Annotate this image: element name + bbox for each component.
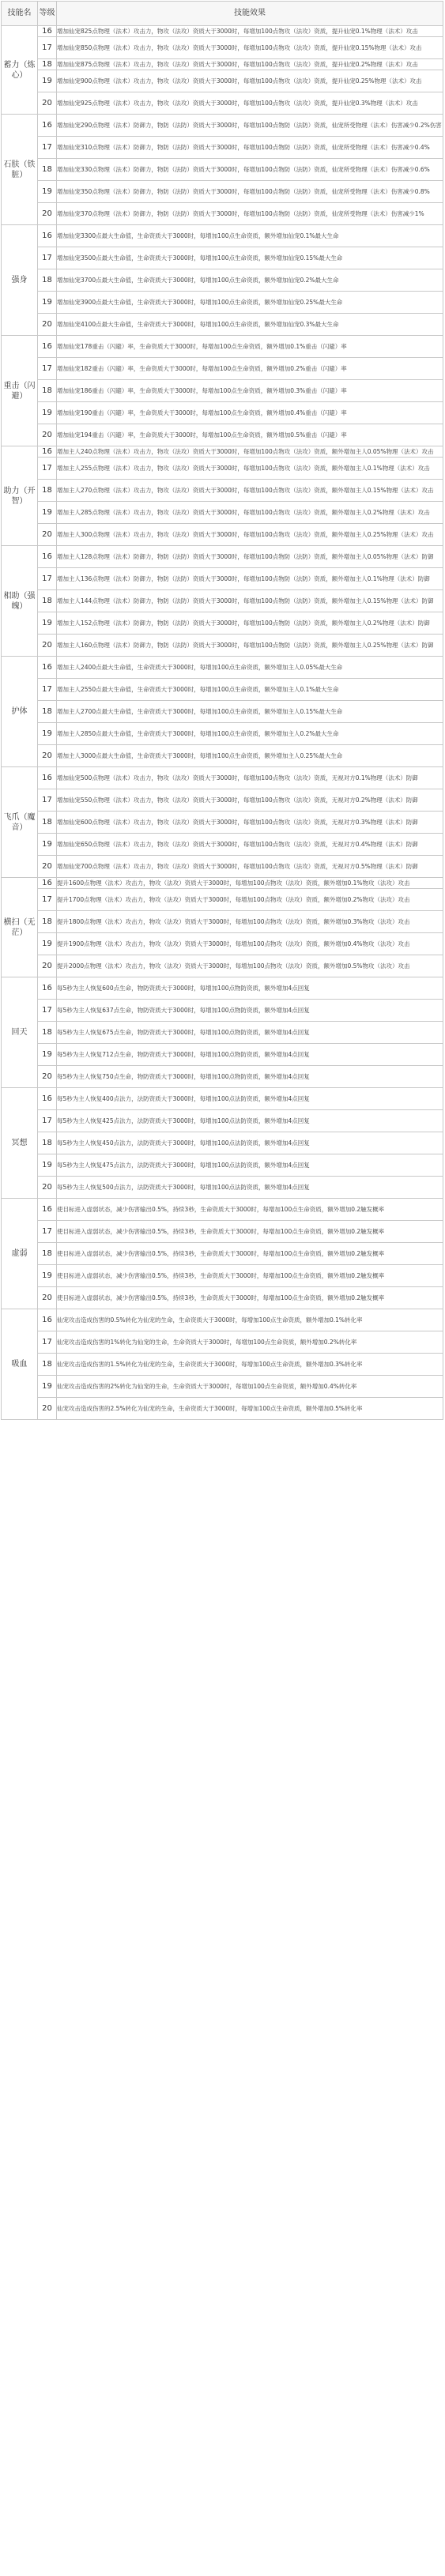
skill-effect-cell: 每5秒为主人恢复600点生命，物防资质大于3000时，每增加100点物防资质，额外增加4点回复: [57, 977, 443, 1000]
table-row: [2, 767, 443, 789]
skill-effect-cell: 使目标进入虚弱状态，减少伤害输出0.5%，持续3秒，生命资质大于3000时，每增加100点生命资质，额外增加0.2触发概率: [57, 1243, 443, 1265]
skill-effect-cell: 提升1700点物理（法术）攻击力，物攻（法攻）资质大于3000时，每增加100点物攻（法攻）资质，额外增加0.2%物攻（法攻）攻击: [57, 889, 443, 911]
skill-name-cell: 回天: [2, 977, 38, 1088]
skill-effect-cell: 每5秒为主人恢复712点生命，物防资质大于3000时，每增加100点物防资质，额外增加4点回复: [57, 1044, 443, 1066]
skill-effect-cell: 增加主人255点物理（法术）攻击力，物攻（法攻）资质大于3000时，每增加100点物攻（法攻）资质，额外增加主人0.1%物理（法术）攻击: [57, 458, 443, 480]
table-row: [2, 1177, 443, 1199]
skill-name-cell: 石肤（铁脏）: [2, 115, 38, 225]
skill-name-cell: 冥想: [2, 1088, 38, 1199]
table-row: [2, 402, 443, 424]
skill-effect-cell: 增加仙宠178重击（闪避）率，生命资质大于3000时，每增加100点生命资质，额外增加0.1%重击（闪避）率: [57, 336, 443, 358]
skill-level-cell: 16: [38, 1199, 57, 1221]
table-row: [2, 568, 443, 590]
skill-level-cell: 18: [38, 1022, 57, 1044]
table-row: [2, 1154, 443, 1177]
skill-effect-cell: 每5秒为主人恢复675点生命，物防资质大于3000时，每增加100点物防资质，额外增加4点回复: [57, 1022, 443, 1044]
skill-effect-cell: 增加主人152点物理（法术）防御力，物防（法防）资质大于3000时，每增加100点物防（法防）资质，额外增加主人0.2%物理（法术）防御: [57, 612, 443, 635]
skill-level-cell: 16: [38, 225, 57, 247]
skill-name-cell: 蓄力（炼心）: [2, 26, 38, 115]
table-row: [2, 358, 443, 380]
skill-level-cell: 17: [38, 458, 57, 480]
table-row: [2, 789, 443, 812]
skill-effect-cell: 增加仙宠900点物理（法术）攻击力，物攻（法攻）资质大于3000时，每增加100点物攻（法攻）资质，提升仙宠0.25%物理（法术）攻击: [57, 70, 443, 92]
skill-level-cell: 17: [38, 1000, 57, 1022]
skill-name-cell: 相助（强魄）: [2, 546, 38, 657]
skill-level-cell: 18: [38, 59, 57, 70]
table-row: [2, 834, 443, 856]
skill-effect-cell: 使目标进入虚弱状态，减少伤害输出0.5%，持续3秒，生命资质大于3000时，每增加100点生命资质，额外增加0.2触发概率: [57, 1287, 443, 1309]
skill-level-cell: 17: [38, 1221, 57, 1243]
header-effect: 技能效果: [57, 2, 443, 26]
table-row: [2, 546, 443, 568]
skill-effect-cell: 增加仙宠186重击（闪避）率，生命资质大于3000时，每增加100点生命资质，额外增加0.3%重击（闪避）率: [57, 380, 443, 402]
skill-effect-cell: 提升2000点物理（法术）攻击力，物攻（法攻）资质大于3000时，每增加100点物攻（法攻）资质，额外增加0.5%物攻（法攻）攻击: [57, 955, 443, 977]
table-row: [2, 247, 443, 269]
skill-level-cell: 18: [38, 269, 57, 292]
table-row: [2, 92, 443, 115]
table-row: [2, 1022, 443, 1044]
table-row: [2, 1398, 443, 1420]
skill-level-cell: 17: [38, 137, 57, 159]
skill-level-cell: 19: [38, 1265, 57, 1287]
skill-effect-cell: 增加仙宠600点物理（法术）攻击力，物攻（法攻）资质大于3000时，每增加100点物攻（法攻）资质，无视对方0.3%物理（法术）防御: [57, 812, 443, 834]
skill-effect-cell: 每5秒为主人恢复475点法力，法防资质大于3000时，每增加100点法防资质，额外增加4点回复: [57, 1154, 443, 1177]
skill-level-cell: 18: [38, 1243, 57, 1265]
table-row: [2, 933, 443, 955]
header-level: 等级: [38, 2, 57, 26]
table-row: [2, 1044, 443, 1066]
skill-effect-cell: 每5秒为主人恢复500点法力，法防资质大于3000时，每增加100点法防资质，额外增加4点回复: [57, 1177, 443, 1199]
skill-level-cell: 16: [38, 878, 57, 889]
skill-effect-cell: 仙宠攻击造成伤害的0.5%转化为仙宠的生命，生命资质大于3000时，每增加100点生命资质，额外增加0.1%转化率: [57, 1309, 443, 1331]
skill-name-cell: 飞爪（魔音）: [2, 767, 38, 878]
table-row: [2, 977, 443, 1000]
table-row: [2, 745, 443, 767]
table-row: [2, 590, 443, 612]
skill-effect-cell: 使目标进入虚弱状态，减少伤害输出0.5%，持续3秒，生命资质大于3000时，每增加100点生命资质，额外增加0.2触发概率: [57, 1199, 443, 1221]
skill-effect-cell: 增加仙宠290点物理（法术）防御力，物防（法防）资质大于3000时，每增加100点物防（法防）资质，仙宠所受物理（法术）伤害减少0.2%伤害: [57, 115, 443, 137]
skill-level-cell: 20: [38, 1398, 57, 1420]
table-row: [2, 1265, 443, 1287]
skill-effect-cell: 增加仙宠3700点最大生命值，生命资质大于3000时，每增加100点生命资质，额外增加仙宠0.2%最大生命: [57, 269, 443, 292]
skill-level-cell: 19: [38, 181, 57, 203]
table-row: [2, 336, 443, 358]
skill-effect-cell: 增加主人2550点最大生命值，生命资质大于3000时，每增加100点生命资质，额外增加主人0.1%最大生命: [57, 679, 443, 701]
skill-level-cell: 18: [38, 480, 57, 502]
skill-effect-cell: 增加主人136点物理（法术）防御力，物防（法防）资质大于3000时，每增加100点物防（法防）资质，额外增加主人0.1%物理（法术）防御: [57, 568, 443, 590]
table-row: [2, 1331, 443, 1354]
table-row: [2, 203, 443, 225]
skill-effect-cell: 提升1900点物理（法术）攻击力，物攻（法攻）资质大于3000时，每增加100点物攻（法攻）资质，额外增加0.4%物攻（法攻）攻击: [57, 933, 443, 955]
skill-level-cell: 17: [38, 358, 57, 380]
table-row: [2, 502, 443, 524]
skill-level-cell: 19: [38, 1376, 57, 1398]
table-row: [2, 1243, 443, 1265]
skill-name-cell: 虚弱: [2, 1199, 38, 1309]
table-row: [2, 1066, 443, 1088]
skill-effect-cell: 增加仙宠875点物理（法术）攻击力，物攻（法攻）资质大于3000时，每增加100点物攻（法攻）资质，提升仙宠0.2%物理（法术）攻击: [57, 59, 443, 70]
table-row: [2, 137, 443, 159]
skill-level-cell: 18: [38, 911, 57, 933]
skill-level-cell: 16: [38, 977, 57, 1000]
skill-effect-cell: 增加仙宠700点物理（法术）攻击力，物攻（法攻）资质大于3000时，每增加100点物攻（法攻）资质，无视对方0.5%物理（法术）防御: [57, 856, 443, 878]
skill-level-cell: 16: [38, 446, 57, 458]
skill-effect-cell: 每5秒为主人恢复425点法力，法防资质大于3000时，每增加100点法防资质，额外增加4点回复: [57, 1110, 443, 1132]
skill-level-cell: 20: [38, 524, 57, 546]
skill-effect-cell: 每5秒为主人恢复637点生命，物防资质大于3000时，每增加100点物防资质，额外增加4点回复: [57, 1000, 443, 1022]
skill-level-cell: 19: [38, 1044, 57, 1066]
table-row: [2, 269, 443, 292]
table-row: [2, 635, 443, 657]
table-row: [2, 225, 443, 247]
skill-level-cell: 20: [38, 745, 57, 767]
skill-level-cell: 17: [38, 568, 57, 590]
skill-level-cell: 16: [38, 767, 57, 789]
skill-effect-cell: 增加仙宠4100点最大生命值，生命资质大于3000时，每增加100点生命资质，额外增加仙宠0.3%最大生命: [57, 314, 443, 336]
skill-level-cell: 19: [38, 70, 57, 92]
skill-effect-cell: 增加主人240点物理（法术）攻击力，物攻（法攻）资质大于3000时，每增加100点物攻（法攻）资质，额外增加主人0.05%物理（法术）攻击: [57, 446, 443, 458]
table-row: [2, 524, 443, 546]
skill-level-cell: 20: [38, 314, 57, 336]
skill-level-cell: 17: [38, 789, 57, 812]
skill-effect-cell: 增加仙宠350点物理（法术）防御力，物防（法防）资质大于3000时，每增加100点物防（法防）资质，仙宠所受物理（法术）伤害减少0.8%: [57, 181, 443, 203]
skill-effect-cell: 增加仙宠330点物理（法术）防御力，物防（法防）资质大于3000时，每增加100点物防（法防）资质，仙宠所受物理（法术）伤害减少0.6%: [57, 159, 443, 181]
table-row: [2, 458, 443, 480]
skill-level-cell: 19: [38, 933, 57, 955]
skill-effect-cell: 增加仙宠3300点最大生命值，生命资质大于3000时，每增加100点生命资质，额外增加仙宠0.1%最大生命: [57, 225, 443, 247]
skill-effect-cell: 增加主人2850点最大生命值，生命资质大于3000时，每增加100点生命资质，额外增加主人0.2%最大生命: [57, 723, 443, 745]
table-row: [2, 1110, 443, 1132]
skill-table-body: [2, 26, 443, 1420]
skill-effect-cell: 增加仙宠550点物理（法术）攻击力，物攻（法攻）资质大于3000时，每增加100点物攻（法攻）资质，无视对方0.2%物理（法术）防御: [57, 789, 443, 812]
skill-level-cell: 19: [38, 292, 57, 314]
skill-name-cell: 吸血: [2, 1309, 38, 1420]
table-row: [2, 1354, 443, 1376]
table-row: [2, 59, 443, 70]
skill-effect-cell: 仙宠攻击造成伤害的2%转化为仙宠的生命，生命资质大于3000时，每增加100点生命资质，额外增加0.4%转化率: [57, 1376, 443, 1398]
skill-effect-cell: 增加主人3000点最大生命值，生命资质大于3000时，每增加100点生命资质，额外增加主人0.25%最大生命: [57, 745, 443, 767]
skill-effect-cell: 提升1600点物理（法术）攻击力，物攻（法攻）资质大于3000时，每增加100点物攻（法攻）资质，额外增加0.1%物攻（法攻）攻击: [57, 878, 443, 889]
skill-effect-cell: 增加仙宠500点物理（法术）攻击力，物攻（法攻）资质大于3000时，每增加100点物攻（法攻）资质，无视对方0.1%物理（法术）防御: [57, 767, 443, 789]
skill-level-cell: 19: [38, 834, 57, 856]
skill-level-cell: 19: [38, 402, 57, 424]
skill-effect-cell: 使目标进入虚弱状态，减少伤害输出0.5%，持续3秒，生命资质大于3000时，每增加100点生命资质，额外增加0.2触发概率: [57, 1221, 443, 1243]
skill-effect-cell: 增加主人160点物理（法术）防御力，物防（法防）资质大于3000时，每增加100点物防（法防）资质，额外增加主人0.25%物理（法术）防御: [57, 635, 443, 657]
skill-name-cell: 重击（闪避）: [2, 336, 38, 446]
skill-level-cell: 20: [38, 635, 57, 657]
skill-level-cell: 16: [38, 1088, 57, 1110]
skill-level-cell: 17: [38, 37, 57, 59]
table-row: [2, 1132, 443, 1154]
table-row: [2, 446, 443, 458]
skill-level-cell: 17: [38, 1331, 57, 1354]
table-row: [2, 480, 443, 502]
table-row: [2, 657, 443, 679]
skill-effect-cell: 增加仙宠370点物理（法术）防御力，物防（法防）资质大于3000时，每增加100点物防（法防）资质，仙宠所受物理（法术）伤害减少1%: [57, 203, 443, 225]
skill-level-cell: 20: [38, 424, 57, 446]
skill-effect-cell: 每5秒为主人恢复450点法力，法防资质大于3000时，每增加100点法防资质，额外增加4点回复: [57, 1132, 443, 1154]
table-row: [2, 1376, 443, 1398]
table-row: [2, 612, 443, 635]
table-row: [2, 701, 443, 723]
table-row: [2, 70, 443, 92]
skill-effect-cell: 提升1800点物理（法术）攻击力，物攻（法攻）资质大于3000时，每增加100点物攻（法攻）资质，额外增加0.3%物攻（法攻）攻击: [57, 911, 443, 933]
table-row: [2, 856, 443, 878]
table-row: [2, 181, 443, 203]
skill-effect-cell: 仙宠攻击造成伤害的1%转化为仙宠的生命，生命资质大于3000时，每增加100点生命资质，额外增加0.2%转化率: [57, 1331, 443, 1354]
table-row: [2, 812, 443, 834]
skill-effect-cell: 增加仙宠825点物理（法术）攻击力，物攻（法攻）资质大于3000时，每增加100点物攻（法攻）资质，提升仙宠0.1%物理（法术）攻击: [57, 26, 443, 37]
skill-effect-cell: 增加主人144点物理（法术）防御力，物防（法防）资质大于3000时，每增加100点物防（法防）资质，额外增加主人0.15%物理（法术）防御: [57, 590, 443, 612]
skill-effect-cell: 增加仙宠190重击（闪避）率，生命资质大于3000时，每增加100点生命资质，额外增加0.4%重击（闪避）率: [57, 402, 443, 424]
table-row: [2, 314, 443, 336]
table-row: [2, 955, 443, 977]
skill-name-cell: 横扫（无茫）: [2, 878, 38, 977]
skill-name-cell: 助力（开智）: [2, 446, 38, 546]
skill-level-cell: 18: [38, 590, 57, 612]
skill-level-cell: 20: [38, 1177, 57, 1199]
skill-effect-cell: 仙宠攻击造成伤害的2.5%转化为仙宠的生命，生命资质大于3000时，每增加100点生命资质，额外增加0.5%转化率: [57, 1398, 443, 1420]
table-row: [2, 723, 443, 745]
table-header-row: [2, 2, 443, 26]
table-row: [2, 889, 443, 911]
header-skill-name: 技能名: [2, 2, 38, 26]
skill-level-cell: 20: [38, 856, 57, 878]
table-row: [2, 37, 443, 59]
table-row: [2, 380, 443, 402]
skill-level-cell: 16: [38, 1309, 57, 1331]
skill-effect-cell: 增加仙宠850点物理（法术）攻击力，物攻（法攻）资质大于3000时，每增加100点物攻（法攻）资质，提升仙宠0.15%物理（法术）攻击: [57, 37, 443, 59]
skill-effect-cell: 增加主人128点物理（法术）防御力，物防（法防）资质大于3000时，每增加100点物防（法防）资质，额外增加主人0.05%物理（法术）防御: [57, 546, 443, 568]
skill-effect-cell: 增加仙宠650点物理（法术）攻击力，物攻（法攻）资质大于3000时，每增加100点物攻（法攻）资质，无视对方0.4%物理（法术）防御: [57, 834, 443, 856]
skill-level-cell: 19: [38, 502, 57, 524]
skill-table: [1, 1, 443, 1420]
skill-effect-cell: 每5秒为主人恢复750点生命，物防资质大于3000时，每增加100点物防资质，额外增加4点回复: [57, 1066, 443, 1088]
table-row: [2, 292, 443, 314]
skill-effect-cell: 使目标进入虚弱状态，减少伤害输出0.5%，持续3秒，生命资质大于3000时，每增加100点生命资质，额外增加0.2触发概率: [57, 1265, 443, 1287]
table-row: [2, 1199, 443, 1221]
skill-level-cell: 16: [38, 115, 57, 137]
skill-level-cell: 20: [38, 1066, 57, 1088]
skill-level-cell: 18: [38, 1354, 57, 1376]
skill-level-cell: 20: [38, 92, 57, 115]
skill-level-cell: 16: [38, 26, 57, 37]
table-row: [2, 1088, 443, 1110]
table-row: [2, 878, 443, 889]
skill-effect-cell: 增加仙宠3500点最大生命值，生命资质大于3000时，每增加100点生命资质，额外增加仙宠0.15%最大生命: [57, 247, 443, 269]
skill-level-cell: 18: [38, 701, 57, 723]
table-row: [2, 1309, 443, 1331]
skill-effect-cell: 增加主人285点物理（法术）攻击力，物攻（法攻）资质大于3000时，每增加100点物攻（法攻）资质，额外增加主人0.2%物理（法术）攻击: [57, 502, 443, 524]
skill-level-cell: 17: [38, 247, 57, 269]
skill-effect-cell: 增加仙宠182重击（闪避）率，生命资质大于3000时，每增加100点生命资质，额外增加0.2%重击（闪避）率: [57, 358, 443, 380]
table-row: [2, 679, 443, 701]
skill-level-cell: 16: [38, 546, 57, 568]
skill-level-cell: 18: [38, 812, 57, 834]
skill-effect-cell: 增加仙宠194重击（闪避）率，生命资质大于3000时，每增加100点生命资质，额外增加0.5%重击（闪避）率: [57, 424, 443, 446]
skill-effect-cell: 增加主人2700点最大生命值，生命资质大于3000时，每增加100点生命资质，额外增加主人0.15%最大生命: [57, 701, 443, 723]
skill-effect-cell: 增加仙宠310点物理（法术）防御力，物防（法防）资质大于3000时，每增加100点物防（法防）资质，仙宠所受物理（法术）伤害减少0.4%: [57, 137, 443, 159]
skill-level-cell: 17: [38, 679, 57, 701]
table-row: [2, 1000, 443, 1022]
skill-effect-cell: 增加主人300点物理（法术）攻击力，物攻（法攻）资质大于3000时，每增加100点物攻（法攻）资质，额外增加主人0.25%物理（法术）攻击: [57, 524, 443, 546]
table-row: [2, 911, 443, 933]
skill-effect-cell: 每5秒为主人恢复400点法力，法防资质大于3000时，每增加100点法防资质，额外增加4点回复: [57, 1088, 443, 1110]
skill-level-cell: 20: [38, 955, 57, 977]
table-row: [2, 1221, 443, 1243]
skill-effect-cell: 仙宠攻击造成伤害的1.5%转化为仙宠的生命，生命资质大于3000时，每增加100点生命资质，额外增加0.3%转化率: [57, 1354, 443, 1376]
table-row: [2, 159, 443, 181]
table-row: [2, 1287, 443, 1309]
skill-effect-cell: 增加主人270点物理（法术）攻击力，物攻（法攻）资质大于3000时，每增加100点物攻（法攻）资质，额外增加主人0.15%物理（法术）攻击: [57, 480, 443, 502]
skill-effect-cell: 增加仙宠925点物理（法术）攻击力，物攻（法攻）资质大于3000时，每增加100点物攻（法攻）资质，提升仙宠0.3%物理（法术）攻击: [57, 92, 443, 115]
skill-level-cell: 19: [38, 1154, 57, 1177]
skill-level-cell: 20: [38, 203, 57, 225]
skill-level-cell: 20: [38, 1287, 57, 1309]
table-row: [2, 424, 443, 446]
skill-name-cell: 强身: [2, 225, 38, 336]
skill-level-cell: 16: [38, 657, 57, 679]
table-row: [2, 26, 443, 37]
skill-level-cell: 17: [38, 1110, 57, 1132]
skill-effect-cell: 增加主人2400点最大生命值，生命资质大于3000时，每增加100点生命资质，额外增加主人0.05%最大生命: [57, 657, 443, 679]
skill-level-cell: 17: [38, 889, 57, 911]
skill-level-cell: 18: [38, 1132, 57, 1154]
skill-level-cell: 19: [38, 723, 57, 745]
skill-level-cell: 18: [38, 159, 57, 181]
skill-name-cell: 护体: [2, 657, 38, 767]
skill-level-cell: 16: [38, 336, 57, 358]
skill-level-cell: 19: [38, 612, 57, 635]
skill-level-cell: 18: [38, 380, 57, 402]
skill-effect-cell: 增加仙宠3900点最大生命值，生命资质大于3000时，每增加100点生命资质，额外增加仙宠0.25%最大生命: [57, 292, 443, 314]
table-row: [2, 115, 443, 137]
